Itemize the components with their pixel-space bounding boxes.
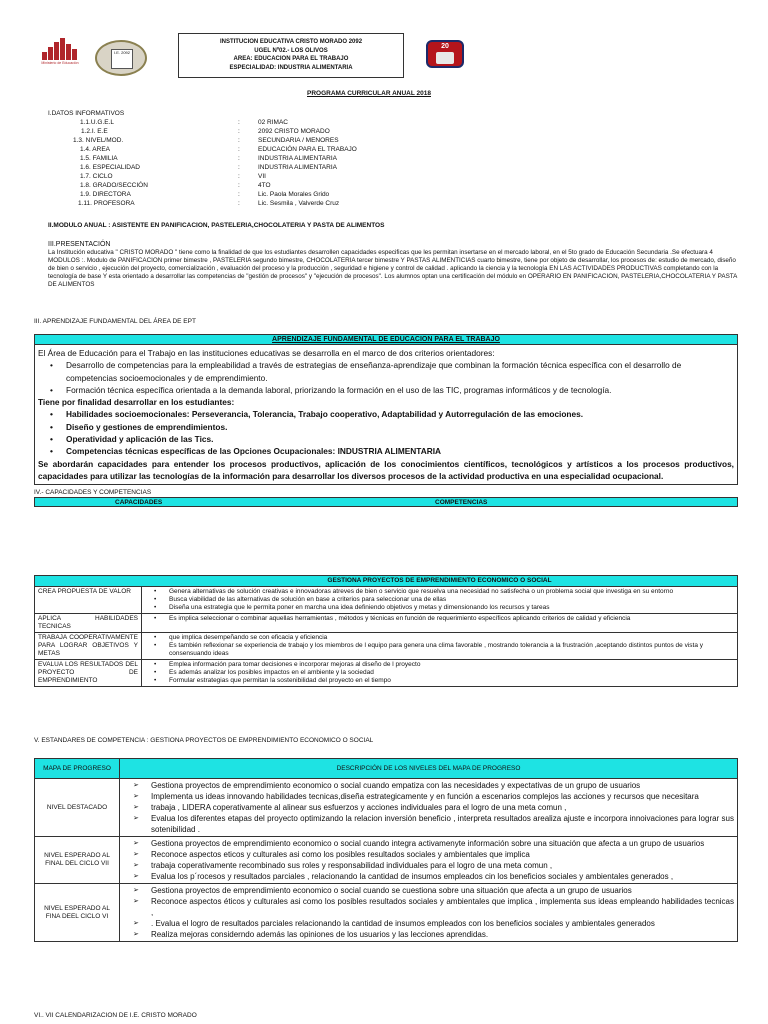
gestiona-header: GESTIONA PROYECTOS DE EMPRENDIMIENTO ECONOMICO O SOCIAL	[35, 576, 738, 587]
info-row	[48, 136, 339, 145]
info-row	[48, 172, 266, 181]
info-row	[48, 190, 330, 199]
school-logo-text: I.E. 2092	[111, 49, 133, 69]
nivel-descripcion-item: ➢ . Evalua el logro de resultados parciales relacionando la cantidad de insumos empleados con los beneficios sociales y ambientales generados	[123, 918, 734, 929]
area-name: AREA: EDUCACION PARA EL TRABAJO	[233, 56, 349, 62]
table-row	[35, 779, 738, 837]
competencia-item: • Genera alternativas de solución creativas e innovadoras atreves de bien o servicio que resuelva una necesidad no satisfecha o un problema social que investiga en su entorno	[145, 588, 734, 596]
gestiona-table	[34, 575, 738, 687]
nivel-cell: NIVEL DESTACADO	[35, 779, 120, 837]
competencia-item: • Diseña una estrategia que le permita poner en marcha una idea definiendo objetivos y metas y dimensionando los recursos y tareas	[145, 604, 734, 612]
competencia-item: • Busca viabilidad de las alternativas de solución en base a criterios para seleccionar una de ellas	[145, 596, 734, 604]
info-value: Lic. Sesmila , Valverde Cruz	[258, 200, 340, 207]
competencias-cell	[142, 614, 738, 633]
table-row	[35, 660, 738, 687]
competencias-col: COMPETENCIAS	[435, 499, 488, 506]
nivel-descripcion-item: ➢ trabaja coperativamente recombinado sus roles y responsabilidad individuales para el logro de una meta comun ,	[123, 860, 734, 871]
info-row	[48, 163, 337, 172]
table-row	[35, 587, 738, 614]
info-row	[48, 181, 271, 190]
info-colon: :	[238, 137, 240, 144]
nivel-descripcion-item: ➢ Reconoce aspectos éticos y culturales asi como los posibles resultados sociales y ambientales que implica , implementa sus ideas empleando habilidades tecnicas ,	[123, 896, 734, 918]
ept-section-title: III. APRENDIZAJE FUNDAMENTAL DEL ÁREA DE EPT	[34, 318, 196, 325]
nivel-descripcion-item: ➢ Evalua los diferentes etapas del proyecto optimizando la relacion inversión beneficio , interpreta resultados arealiza ajuste e incorpora innoivaciones para lograr sus sotenibilidad .	[123, 813, 734, 835]
info-value: VII	[258, 173, 266, 180]
info-colon: :	[238, 119, 240, 126]
capacidades-header	[34, 497, 738, 507]
info-colon: :	[238, 164, 240, 171]
info-key: 1.5. FAMILIA	[80, 155, 118, 162]
specialty-name: ESPECIALIDAD: INDUSTRIA ALIMENTARIA	[229, 64, 353, 71]
capacidad-cell: APLICA HABILIDADES TECNICAS	[35, 614, 142, 633]
presentacion-text: La Institución educativa " CRISTO MORADO " tiene como la finalidad de que los estudiantes desarrollen capacidades especificas que les permitan insertarse en el mercado laboral, en el 5to grado de Educación Secundaria .Se efectuara 4 MODULOS :. Modulo de PANIFICACION primer bimestre , PASTELERIA segundo bimestre, CHOCOLATERIA tercer bimestre Y PASTAS ALIMENTICIAS cuarto bimestre, tiene por objeto de desarrollar, los procesos de: estudio de mercado, diseño de bien o servicio , ejecución del proyecto, comercialización , evaluación del proceso y la producción , seguridad e higiene y control de calidad . aplicando la ciencia y la tecnología EN LAS ACTIVIDADES PRODUCTIVAS completando con la tecnología de base Y esta orientado a desarrollar las competencias de "gestión de procesos" y "ejecución de procesos". Los alumnos optan una certificación del módulo en OPERARIO EN PANIFICACION, PASTELERIA,CHOCOLATERIA Y PASTA DE ALIMENTOS	[48, 249, 738, 288]
capacidades-col: CAPACIDADES	[115, 499, 163, 506]
ept-table-header: APRENDIZAJE FUNDAMENTAL DE EDUCACION PARA EL TRABAJO	[35, 335, 737, 345]
info-value: 4TO	[258, 182, 271, 189]
info-key: 1.9. DIRECTORA	[80, 191, 131, 198]
competencias-cell	[142, 633, 738, 660]
table-row	[35, 884, 738, 942]
mapa-progreso-table	[34, 758, 738, 942]
table-row	[35, 633, 738, 660]
ept-criterio-item: • Desarrollo de competencias para la empleabilidad a través de estrategias de enseñanza-aprendizaje que combinan la formación técnica específica con el desarrollo de competencias socioemocionales y de emprendimiento.	[38, 359, 734, 384]
info-key: 1.4. AREA	[80, 146, 110, 153]
ept-intro: El Área de Educación para el Trabajo en las instituciones educativas se desarrolla en el marco de dos criterios orientadores:	[38, 348, 495, 358]
nivel-cell: NIVEL ESPERADO AL FINAL DEL CICLO VII	[35, 837, 120, 884]
info-value: EDUCACIÓN PARA EL TRABAJO	[258, 146, 357, 153]
competencia-item: • Formular estrategias que permitan la sostenibilidad del proyecto en el tiempo	[145, 677, 734, 685]
estandares-section-title: V. ESTANDARES DE COMPETENCIA : GESTIONA PROYECTOS DE EMPRENDIMIENTO ECONOMICO O SOCIAL	[34, 737, 374, 744]
nivel-descripcion-item: ➢ Realiza mejoras considerndo además las opiniones de los usuarios y las lecciones aprendidas.	[123, 929, 734, 940]
nivel-descripcion-item: ➢ trabaja , LIDERA coperativamente al alinear sus esfuerzos y acciones individuales para el logro de una meta comun ,	[123, 802, 734, 813]
cete-logo-text: 20	[441, 43, 449, 50]
competencia-item: • Es también reflexionar se experiencia de trabajo y los miembros de l equipo para genera una clima favorable , mostrando tolerancia a la frustración ,aceptando distintos puntos de vista y consensuando ideas	[145, 642, 734, 658]
info-value: INDUSTRIA ALIMENTARIA	[258, 164, 337, 171]
info-colon: :	[238, 155, 240, 162]
info-colon: :	[238, 191, 240, 198]
capacidades-section-title: IV.- CAPACIDADES Y COMPETENCIAS	[34, 489, 152, 496]
descripcion-cell	[120, 779, 738, 837]
school-logo	[95, 40, 147, 76]
ept-lead: Tiene por finalidad desarrollar en los estudiantes:	[38, 397, 235, 408]
nivel-descripcion-item: ➢ Evalua los p´rocesos y resultados parciales , relacionando la cantidad de insumos empleados cin los beneficios sociales y ambientales generados ,	[123, 871, 734, 882]
institution-name: INSTITUCION EDUCATIVA CRISTO MORADO 2092	[219, 39, 363, 45]
ministry-logo-text: Ministerio de Educación	[41, 61, 79, 65]
competencias-cell	[142, 587, 738, 614]
ministry-logo	[34, 38, 84, 72]
institution-header	[178, 33, 404, 78]
ept-criterio-item: • Formación técnica específica orientada a la demanda laboral, priorizando la formación en el uso de las TIC, programas informáticos y de tecnología.	[38, 384, 734, 396]
info-key: 1.11. PROFESORA	[78, 200, 135, 207]
competencia-item: • Emplea información para tomar decisiones e incorporar mejoras al diseño de l proyecto	[145, 661, 734, 669]
info-value: 2092 CRISTO MORADO	[258, 128, 330, 135]
nivel-descripcion-item: ➢ Implementa us ideas innovando habilidades tecnicas,diseña estrategicamente y en función a escenarios complejos las acciones y recursos que necesitara	[123, 791, 734, 802]
calendar-title: VI.. VII CALENDARIZACION DE I.E. CRISTO MORADO	[34, 1012, 197, 1019]
nivel-descripcion-item: ➢ Gestiona proyectos de emprendimiento economico o social cuando empatiza con las necesidades y expectativas de un grupo de usuarios	[123, 780, 734, 791]
info-key: 1.6. ESPECIALIDAD	[80, 164, 140, 171]
info-colon: :	[238, 182, 240, 189]
info-value: SECUNDARIA / MENORES	[258, 137, 339, 144]
nivel-descripcion-item: ➢ Reconoce aspectos eticos y culturales asi como los posibles resultados sociales y ambientales que implica	[123, 849, 734, 860]
info-row	[48, 199, 340, 208]
info-colon: :	[238, 173, 240, 180]
info-key: 1.3. NIVEL/MOD.	[73, 137, 124, 144]
mapa-col-header: MAPA DE PROGRESO	[35, 759, 120, 779]
table-row	[35, 837, 738, 884]
cete-logo	[426, 40, 464, 68]
info-row	[48, 154, 337, 163]
info-row	[48, 118, 288, 127]
info-key: 1.7. CICLO	[80, 173, 113, 180]
program-title: PROGRAMA CURRICULAR ANUAL 2018	[307, 90, 431, 97]
descripcion-col-header: DESCRIPCIÓN DE LOS NIVELES DEL MAPA DE PROGRESO	[120, 759, 738, 779]
info-value: Lic. Paola Morales Grido	[258, 191, 330, 198]
presentacion-title: III.PRESENTACIÓN	[48, 241, 111, 248]
ugel-name: UGEL Nº02.- LOS OLIVOS	[254, 47, 328, 54]
info-title: I.DATOS INFORMATIVOS	[48, 110, 125, 117]
competencia-item: • Es implica seleccionar o combinar aquellas herramientas , métodos y técnicas en función de requerimiento específicos aplicando criterios de calidad y eficiencia	[145, 615, 734, 623]
competencias-cell	[142, 660, 738, 687]
descripcion-cell	[120, 884, 738, 942]
info-value: 02 RIMAC	[258, 119, 288, 126]
ept-finalidad-item: • Competencias técnicas específicas de las Opciones Ocupacionales: INDUSTRIA ALIMENTARIA	[38, 445, 734, 457]
capacidad-cell: CREA PROPUESTA DE VALOR	[35, 587, 142, 614]
ept-closing: Se abordarán capacidades para entender los procesos productivos, aplicación de los conocimientos científicos, tecnológicos y artísticos a los procesos productivos, capacidades para utilizar las tecnologías de la información para desarrollar los diversos procesos de la actividad productiva en una especialidad ocupacional.	[38, 458, 734, 481]
modulo-title: II.MODULO ANUAL : ASISTENTE EN PANIFICACION, PASTELERIA,CHOCOLATERIA Y PASTA DE ALIMENTOS	[48, 222, 385, 229]
nivel-descripcion-item: ➢ Gestiona proyectos de emprendimiento economico o social cuando se cuestiona sobre una situación que afecta a un grupo de usuarios	[123, 885, 734, 896]
capacidad-cell: EVALUA LOS RESULTADOS DEL PROYECTO DE EMPRENDIMIENTO	[35, 660, 142, 687]
info-key: 1.8. GRADO/SECCIÓN	[80, 182, 148, 189]
info-row	[48, 145, 357, 154]
info-value: INDUSTRIA ALIMENTARIA	[258, 155, 337, 162]
info-row	[48, 127, 330, 136]
info-colon: :	[238, 200, 240, 207]
ept-finalidad-item: • Habilidades socioemocionales: Perseverancia, Tolerancia, Trabajo cooperativo, Adaptabilidad y Autorregulación de las emociones.	[38, 408, 734, 420]
ept-table	[34, 334, 738, 485]
datos-informativos	[48, 109, 357, 208]
table-row	[35, 614, 738, 633]
info-colon: :	[238, 146, 240, 153]
info-key: 1.1.U.G.E.L	[80, 119, 114, 126]
nivel-descripcion-item: ➢ Gestiona proyectos de emprendimiento economico o social cuando integra activamenyte información sobre una situación que afecta a un grupo de usuarios	[123, 838, 734, 849]
nivel-cell: NIVEL ESPERADO AL FINA DEEL CICLO VI	[35, 884, 120, 942]
ept-finalidad-item: • Operatividad y aplicación de las Tics.	[38, 433, 734, 445]
info-colon: :	[238, 128, 240, 135]
competencia-item: • que implica desempeñando se con eficacia y eficiencia	[145, 634, 734, 642]
descripcion-cell	[120, 837, 738, 884]
info-key: 1.2.I. E.E	[81, 128, 108, 135]
capacidad-cell: TRABAJA COOPERATIVAMENTE PARA LOGRAR OBJETIVOS Y METAS	[35, 633, 142, 660]
ept-finalidad-item: • Diseño y gestiones de emprendimientos.	[38, 421, 734, 433]
competencia-item: • Es además analizar los posibles impactos en el ambiente y la sociedad	[145, 669, 734, 677]
